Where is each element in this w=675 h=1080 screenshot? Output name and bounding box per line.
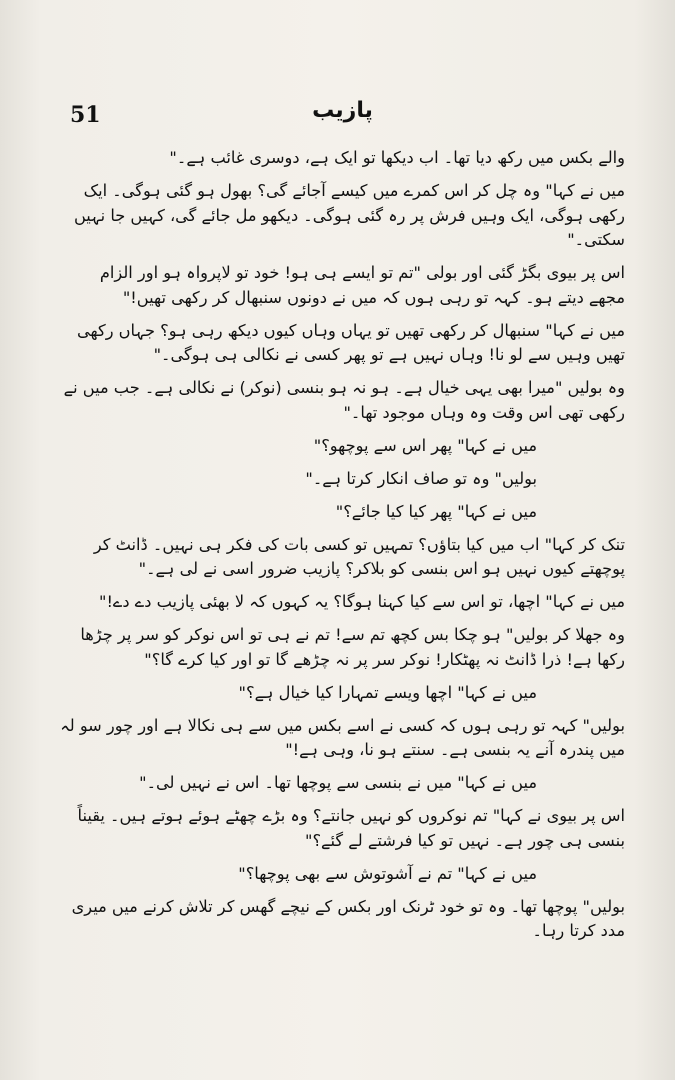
paragraph: اس پر بیوی بگڑ گئی اور بولی "تم تو ایسے ہی ہو! خود تو لاپرواہ ہو اور الزام مجھے دیتے ہو۔ کہہ تو رہی ہوں کہ میں نے دونوں سنبھال کر رکھی تھیں!" — [99, 263, 625, 307]
page-number: 51 — [70, 102, 101, 128]
dialog-line: میں نے کہا" میں نے بنسی سے پوچھا تھا۔ اس نے نہیں لی۔" — [139, 773, 537, 792]
body-text — [60, 146, 625, 952]
running-title: پازیب — [312, 98, 373, 123]
paragraph: میں نے کہا" سنبھال کر رکھی تھیں تو یہاں وہاں کیوں دیکھ رہی ہو؟ جہاں رکھی تھیں وہیں سے لو نا! وہاں نہیں ہے تو پھر کسی نے نکالی ہی ہوگی۔" — [77, 320, 625, 364]
paragraph: بولیں" پوچھا تھا۔ وہ تو خود ٹرنک اور بکس کے نیچے گھس کر تلاش کرنے میں میری مدد کرتا رہا۔ — [71, 896, 625, 940]
page-header — [70, 98, 615, 138]
paragraph: وہ جھلا کر بولیں" ہو چکا بس کچھ تم سے! تم نے ہی تو اس نوکر کو سر پر چڑھا رکھا ہے! ذرا ڈانٹ نہ پھٹکار! نوکر سر پر نہ چڑھے گا تو اور کیا کرے گا؟" — [80, 625, 625, 669]
dialog-line: بولیں" وہ تو صاف انکار کرتا ہے۔" — [305, 468, 537, 488]
paragraph: وہ بولیں "میرا بھی یہی خیال ہے۔ ہو نہ ہو بنسی (نوکر) نے نکالی ہے۔ جب میں نے رکھی تھی اس وقت وہ وہاں موجود تھا۔" — [63, 378, 625, 422]
paragraph: اس پر بیوی نے کہا" تم نوکروں کو نہیں جانتے؟ وہ بڑے چھٹے ہوئے ہوتے ہیں۔ یقیناً بنسی ہی چور ہے۔ نہیں تو کیا فرشتے لے گئے؟" — [77, 806, 625, 850]
dialog-line: میں نے کہا" پھر اس سے پوچھو؟" — [313, 435, 537, 455]
paragraph: میں نے کہا" اچھا، تو اس سے کیا کہنا ہوگا؟ یہ کہوں کہ لا بھئی پازیب دے دے!" — [99, 592, 625, 611]
dialog-line: میں نے کہا" تم نے آشوتوش سے بھی پوچھا؟" — [238, 863, 537, 883]
paragraph: والے بکس میں رکھ دیا تھا۔ اب دیکھا تو ایک ہے، دوسری غائب ہے۔" — [169, 148, 625, 167]
paragraph: میں نے کہا" وہ چل کر اس کمرے میں کیسے آجائے گی؟ بھول ہو گئی ہوگی۔ ایک رکھی ہوگی، ایک وہیں فرش پر رہ گئی ہوگی۔ دیکھو مل جائے گی، کہیں جا نہیں سکتی۔" — [73, 181, 625, 249]
dialog-line: میں نے کہا" اچھا ویسے تمہارا کیا خیال ہے؟" — [238, 682, 537, 702]
paragraph: تنک کر کہا" اب میں کیا بتاؤں؟ تمہیں تو کسی بات کی فکر ہی نہیں۔ ڈانٹ کر پوچھتے کیوں نہیں ہو اس بنسی کو بلاکر؟ پازیب ضرور اسی نے لی ہے۔" — [93, 534, 625, 578]
paragraph: بولیں" کہہ تو رہی ہوں کہ کسی نے اسے بکس میں سے ہی نکالا ہے اور چور سو لہ میں پندرہ آنے یہ بنسی ہے۔ سنتے ہو نا، وہی ہے!" — [60, 715, 625, 759]
dialog-line: میں نے کہا" پھر کیا کیا جائے؟" — [335, 501, 537, 521]
